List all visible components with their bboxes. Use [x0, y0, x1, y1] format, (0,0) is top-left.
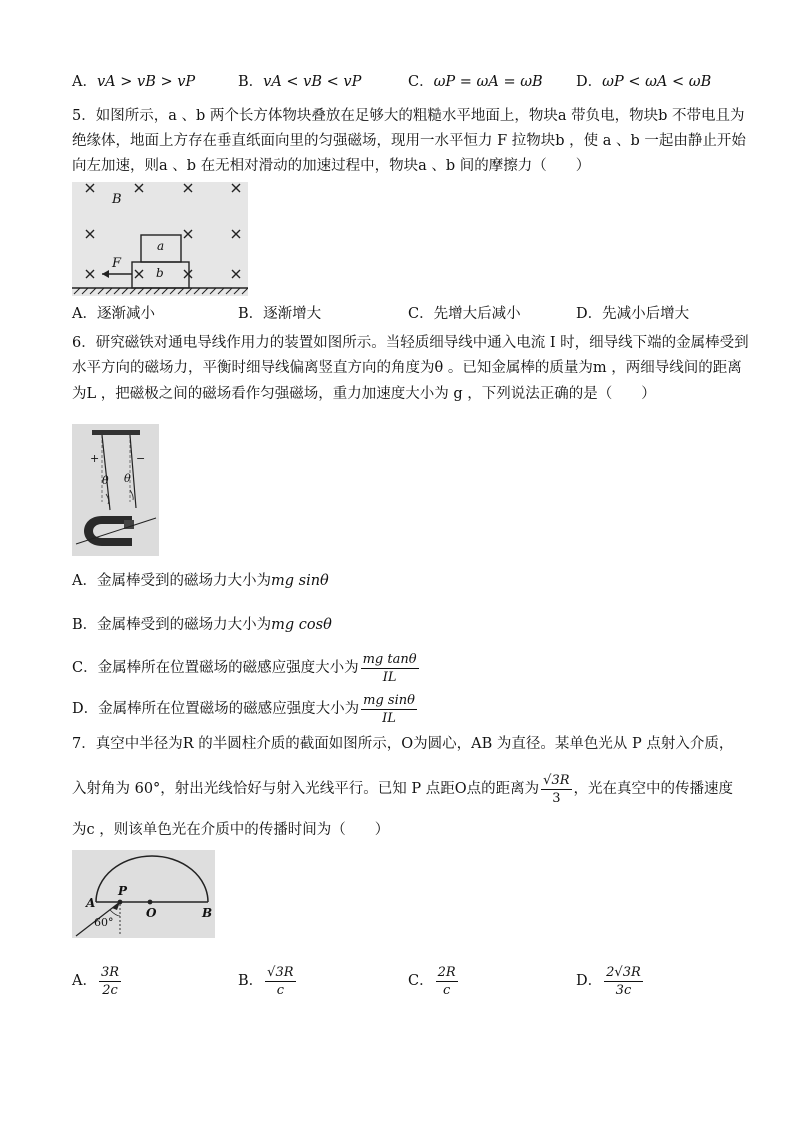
q7-option-b [238, 962, 298, 1000]
option-label: B． [238, 306, 264, 322]
q6-option-d [72, 690, 419, 728]
q7-text-line: 7．真空中半径为R 的半圆柱介质的截面如图所示，O为圆心，AB 为直径。某单色光从 P 点射入介质， [72, 736, 734, 752]
point-o [148, 900, 153, 905]
label-a: A [86, 896, 96, 910]
q6-diagram [72, 424, 159, 556]
q7-text-part: 入射角为 60°，射出光线恰好与射入光线平行。已知 P 点距O点的距离为 [72, 781, 540, 797]
option-text: 先减小后增大 [602, 306, 690, 322]
incident-ray-arrowhead [112, 902, 120, 910]
label-b: B [202, 906, 213, 920]
q7-text-line: 为c ，则该单色光在介质中的传播时间为（ ） [72, 822, 390, 838]
q7-figure [72, 850, 215, 938]
fraction-denominator: 3 [552, 790, 561, 806]
option-label: C． [408, 306, 434, 322]
option-text: 金属棒受到的磁场力大小为 [97, 617, 272, 633]
semicircle-arc [96, 856, 208, 902]
q6-text-line: 6．研究磁铁对通电导线作用力的装置如图所示。当轻质细导线中通入电流 I 时，细导线下端的金属棒受到 [72, 335, 749, 351]
option-label: C． [72, 660, 98, 676]
label-p: P [118, 884, 128, 898]
option-label: D． [576, 306, 603, 322]
option-expr: ωP = ωA = ωB [433, 74, 543, 90]
option-fraction [361, 692, 417, 727]
q6-option-b [72, 615, 332, 635]
q6-text-line: 为L ，把磁极之间的磁场看作匀强磁场，重力加速度大小为 g ，下列说法正确的是（ ） [72, 386, 656, 402]
option-fraction [99, 964, 121, 999]
q5-text-line: 绝缘体，地面上方存在垂直纸面向里的匀强磁场，现用一水平恒力 F 拉物块b ，使 a 、b 一起由静止开始 [72, 133, 746, 149]
option-label: C． [408, 74, 434, 90]
fraction-denominator: c [443, 982, 451, 998]
q5-option-c [408, 304, 521, 324]
option-label: A． [72, 973, 97, 989]
angle-label-right: θ [124, 472, 131, 485]
block-b-label: b [156, 266, 164, 280]
fraction-numerator: 2R [437, 964, 456, 980]
option-label: D． [576, 973, 603, 989]
option-expr: mg cosθ [271, 617, 332, 633]
wire-left [102, 435, 110, 510]
block-a-label: a [157, 239, 165, 253]
fraction-denominator: IL [382, 669, 397, 685]
option-label: A． [72, 306, 97, 322]
q6-figure [72, 424, 159, 556]
q5-figure [72, 182, 248, 296]
fraction-denominator: 2c [102, 982, 118, 998]
fraction-numerator: 2√3R [606, 964, 641, 980]
fraction-numerator: 3R [100, 964, 120, 980]
q5-text-line: 向左加速，则a 、b 在无相对滑动的加速过程中，物块a 、b 间的摩擦力（ ） [72, 158, 591, 174]
label-o: O [146, 906, 157, 920]
option-label: B． [238, 973, 264, 989]
option-text: 金属棒受到的磁场力大小为 [96, 573, 271, 589]
q7-option-d [576, 962, 645, 1000]
force-arrowhead [102, 270, 109, 278]
fraction-numerator: mg tanθ [362, 651, 417, 667]
option-label: A． [72, 74, 97, 90]
option-label: D． [576, 74, 603, 90]
q5-text-line: 5．如图所示，a 、b 两个长方体物块叠放在足够大的粗糙水平地面上，物块a 带负电，物块b 不带电且为 [72, 108, 745, 124]
option-text: 金属棒所在位置磁场的磁感应强度大小为 [97, 660, 359, 676]
fraction-numerator: mg sinθ [363, 692, 415, 708]
q4-option-d [576, 72, 711, 92]
q7-option-c [408, 962, 460, 1000]
fraction-denominator: IL [382, 710, 396, 726]
terminal-plus: + [90, 452, 100, 465]
option-fraction [604, 964, 643, 999]
q5-option-b [238, 304, 321, 324]
q7-text-part: ，光在真空中的传播速度 [573, 781, 734, 797]
option-label: C． [408, 973, 434, 989]
option-expr: vA < vB < vP [263, 74, 362, 90]
label-angle: 60° [94, 916, 114, 929]
option-label: D． [72, 701, 99, 717]
option-fraction [265, 964, 295, 999]
option-expr: vA > vB > vP [96, 74, 196, 90]
q4-option-b [238, 72, 361, 92]
fraction-denominator: 3c [615, 982, 632, 998]
q6-option-c [72, 649, 421, 687]
option-label: B． [238, 74, 264, 90]
option-text: 逐渐减小 [96, 306, 155, 322]
fraction-numerator: √3R [543, 772, 570, 788]
option-label: A． [72, 573, 97, 589]
q4-option-a [72, 72, 195, 92]
q7-option-a [72, 962, 123, 1000]
angle-arc-right [130, 490, 133, 500]
q6-option-a [72, 571, 329, 591]
force-label: F [112, 256, 122, 271]
option-expr: mg sinθ [270, 573, 329, 589]
q6-text-line: 水平方向的磁场力，平衡时细导线偏离竖直方向的角度为θ 。已知金属棒的质量为m ，两细导线间的距离 [72, 360, 742, 376]
option-expr: ωP < ωA < ωB [602, 74, 712, 90]
field-label-b: B [112, 192, 122, 207]
option-text: 逐渐增大 [263, 306, 322, 322]
option-fraction [436, 964, 458, 999]
fraction-numerator: √3R [267, 964, 294, 980]
q5-option-d [576, 304, 689, 324]
angle-label-left: θ [102, 474, 109, 487]
q5-option-a [72, 304, 155, 324]
q7-text-line-2 [72, 770, 733, 808]
option-text: 先增大后减小 [433, 306, 521, 322]
q7-distance-fraction [541, 772, 571, 807]
option-label: B． [72, 617, 98, 633]
q4-option-c [408, 72, 543, 92]
ground-hatch [74, 288, 248, 294]
magnetic-field-crosses [86, 184, 240, 278]
support-bar [92, 430, 140, 435]
option-text: 金属棒所在位置磁场的磁感应强度大小为 [98, 701, 360, 717]
option-fraction [361, 651, 419, 686]
terminal-minus: − [136, 452, 146, 465]
fraction-denominator: c [276, 982, 284, 998]
